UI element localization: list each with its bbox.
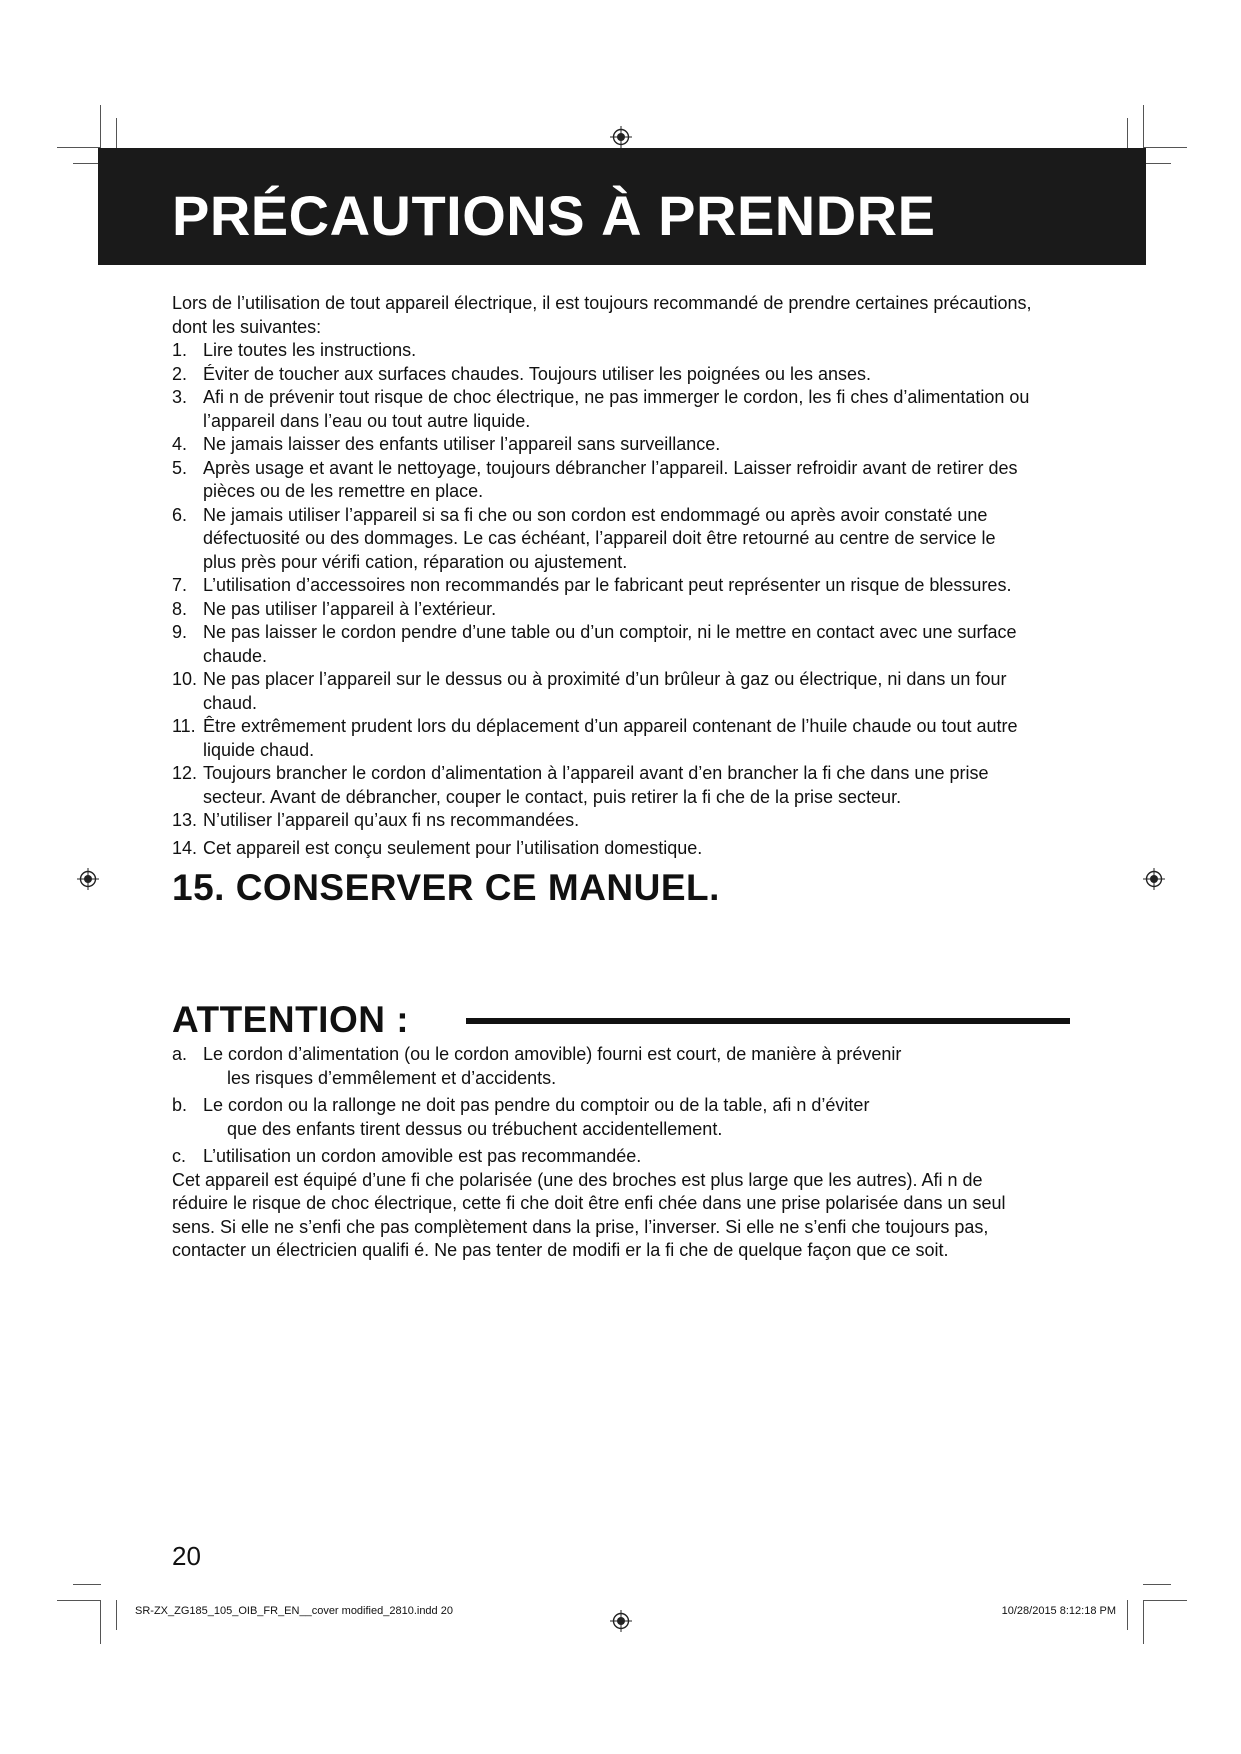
crop-mark — [100, 1600, 101, 1644]
crop-mark — [1143, 1584, 1171, 1585]
list-item: a. Le cordon d’alimentation (ou le cordon amovible) fourni est court, de manière à prévenir les risques d’emmêlement et d’accidents. — [172, 1044, 902, 1088]
list-item: 5. Après usage et avant le nettoyage, toujours débrancher l’appareil. Laisser refroidir avant de retirer des pièces ou de les remettre en place. — [172, 457, 1018, 501]
crop-mark — [1143, 163, 1171, 164]
list-item: 7. L’utilisation d’accessoires non recommandés par le fabricant peut représenter un risque de blessures. — [172, 575, 1012, 595]
list-item: 1. Lire toutes les instructions. — [172, 340, 417, 360]
page-title: PRÉCAUTIONS À PRENDRE — [172, 184, 936, 247]
list-item: 3. Afi n de prévenir tout risque de choc électrique, ne pas immerger le cordon, les fi ches d’alimentation ou l’appareil dans l’eau ou tout autre liquide. — [172, 387, 1030, 431]
crop-mark — [1127, 118, 1128, 148]
crop-mark — [116, 1600, 117, 1630]
polarized-plug-note: Cet appareil est équipé d’une fi che polarisée (une des broches est plus large que les autres). Afi n de réduire le risque de choc électrique, cette fi che doit être enfi chée dans une prise polarisée dans un seul sens. Si elle ne s’enfi che pas complètement dans la prise, l’inverser. Si elle ne s’enfi che toujours pas, contacter un électricien qualifi é. Ne pas tenter de modifi er la fi che de quelque façon que ce soit. — [172, 1169, 1006, 1261]
attention-rule — [466, 1018, 1070, 1024]
list-item: c. L’utilisation un cordon amovible est pas recommandée. — [172, 1146, 642, 1167]
registration-mark-icon — [610, 1610, 632, 1632]
crop-mark — [100, 105, 101, 149]
list-item: 6. Ne jamais utiliser l’appareil si sa fi che ou son cordon est endommagé ou après avoir constaté une défectuosité ou des dommages. Le cas échéant, l’appareil doit être retourné au centre de service le plus près pour vérifi cation, réparation ou ajustement. — [172, 504, 996, 572]
list-item: 2. Éviter de toucher aux surfaces chaudes. Toujours utiliser les poignées ou les anses. — [172, 363, 872, 384]
list-item: 9. Ne pas laisser le cordon pendre d’une table ou d’un comptoir, ni le mettre en contact avec une surface chaude. — [172, 622, 1017, 666]
registration-mark-icon — [1143, 868, 1165, 890]
attention-section — [172, 1000, 1032, 1262]
crop-mark — [116, 118, 117, 148]
crop-mark — [73, 1584, 101, 1585]
keep-manual-heading: 15. CONSERVER CE MANUEL. — [172, 867, 720, 908]
crop-mark — [73, 163, 101, 164]
list-item: b. Le cordon ou la rallonge ne doit pas pendre du comptoir ou de la table, afi n d’éviter que des enfants tirent dessus ou trébuchent accidentellement. — [172, 1095, 870, 1139]
list-item: 14. Cet appareil est conçu seulement pour l’utilisation domestique. — [172, 837, 703, 858]
page-number: 20 — [172, 1541, 201, 1571]
list-item: 11. Être extrêmement prudent lors du déplacement d’un appareil contenant de l’huile chaude ou tout autre liquide chaud. — [172, 716, 1018, 760]
attention-list — [172, 1043, 1032, 1169]
crop-mark — [1143, 1600, 1187, 1601]
print-slug-timestamp: 10/28/2015 8:12:18 PM — [1001, 1605, 1116, 1617]
crop-mark — [1143, 1600, 1144, 1644]
crop-mark — [1143, 147, 1187, 148]
list-item: 12. Toujours brancher le cordon d’alimentation à l’appareil avant d’en brancher la fi che dans une prise secteur. Avant de débrancher, couper le contact, puis retirer la fi che de la prise secteur. — [172, 763, 989, 807]
list-item: 13. N’utiliser l’appareil qu’aux fi ns recommandées. — [172, 810, 580, 830]
main-content — [172, 292, 1032, 1263]
attention-heading: ATTENTION : — [172, 999, 410, 1041]
intro-paragraph: Lors de l’utilisation de tout appareil électrique, il est toujours recommandé de prendre certaines précautions, dont les suivantes: — [172, 293, 1032, 337]
precautions-list — [172, 339, 1032, 860]
crop-mark — [57, 147, 101, 148]
print-slug-file: SR-ZX_ZG185_105_OIB_FR_EN__cover modified_2810.indd 20 — [135, 1605, 453, 1617]
list-item: 4. Ne jamais laisser des enfants utiliser l’appareil sans surveillance. — [172, 434, 721, 454]
registration-mark-icon — [77, 868, 99, 890]
crop-mark — [1143, 105, 1144, 149]
crop-mark — [57, 1600, 101, 1601]
list-item: 8. Ne pas utiliser l’appareil à l’extérieur. — [172, 598, 497, 619]
crop-mark — [1127, 1600, 1128, 1630]
registration-mark-icon — [610, 126, 632, 148]
list-item: 10. Ne pas placer l’appareil sur le dessus ou à proximité d’un brûleur à gaz ou électrique, ni dans un four chaud. — [172, 669, 1007, 713]
